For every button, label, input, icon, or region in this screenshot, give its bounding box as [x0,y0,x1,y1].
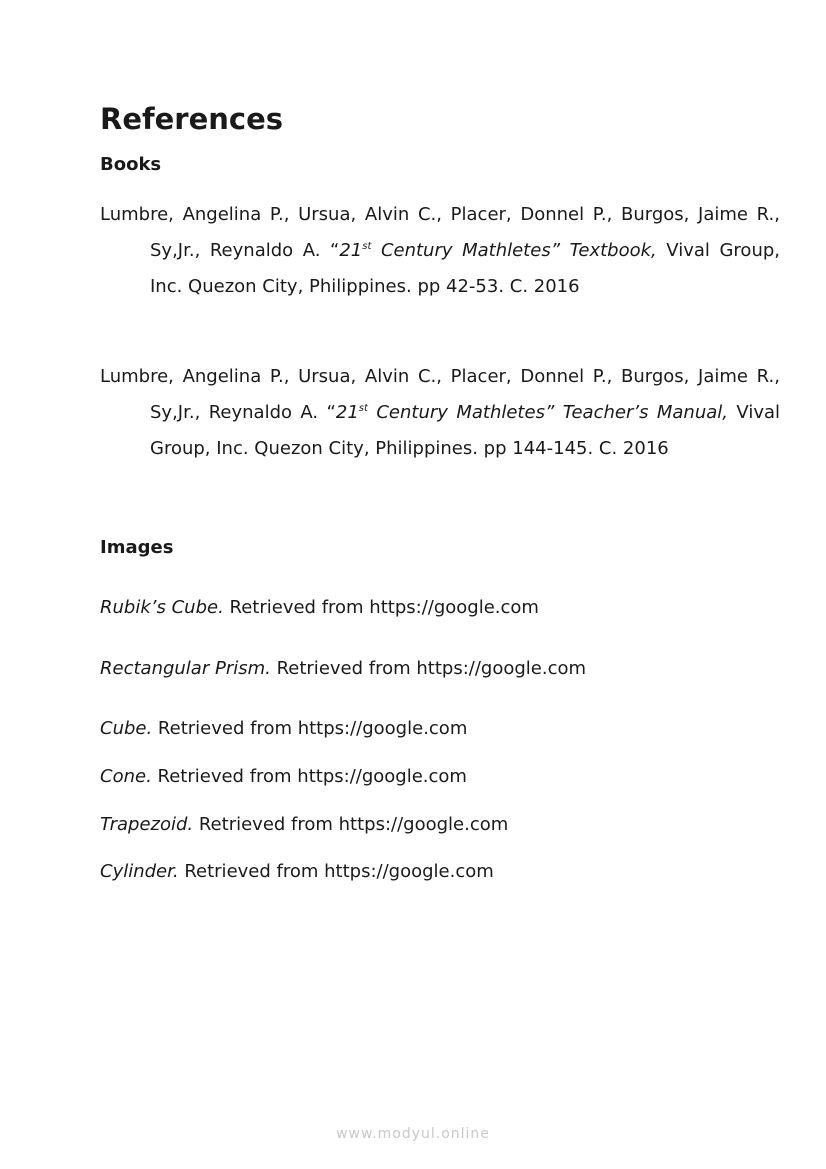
book-title: 21st Century Mathletes” [339,240,561,261]
watermark: www.modyul.online [336,1126,490,1142]
book-reference-1 [100,197,780,305]
images-heading: Images [100,537,174,558]
book-authors: Lumbre, Angelina P., Ursua, Alvin C., Placer, Donnel P., Burgos, Jaime R., Sy,Jr., Reynaldo A. “ [100,204,780,261]
image-reference-5: Trapezoid. Retrieved from https://google.com [100,814,509,835]
page-title: References [100,102,284,136]
image-reference-2: Rectangular Prism. Retrieved from https://google.com [100,658,587,679]
book-title-kind: Teacher’s Manual, [562,402,728,423]
image-reference-4: Cone. Retrieved from https://google.com [100,766,467,787]
book-title-kind: Textbook, [569,240,657,261]
book-title: 21st Century Mathletes” [335,402,555,423]
book-publisher: Vival Group, Inc. Quezon City, Philippines. pp 144-145. C. 2016 [150,402,780,459]
image-reference-6: Cylinder. Retrieved from https://google.com [100,861,494,882]
books-heading: Books [100,154,162,175]
image-reference-3: Cube. Retrieved from https://google.com [100,718,468,739]
book-reference-2 [100,359,780,467]
book-authors: Lumbre, Angelina P., Ursua, Alvin C., Placer, Donnel P., Burgos, Jaime R., Sy,Jr., Reynaldo A. “ [100,366,780,423]
book-publisher: Vival Group, Inc. Quezon City, Philippines. pp 42-53. C. 2016 [150,240,780,297]
image-reference-1: Rubik’s Cube. Retrieved from https://google.com [100,597,539,618]
